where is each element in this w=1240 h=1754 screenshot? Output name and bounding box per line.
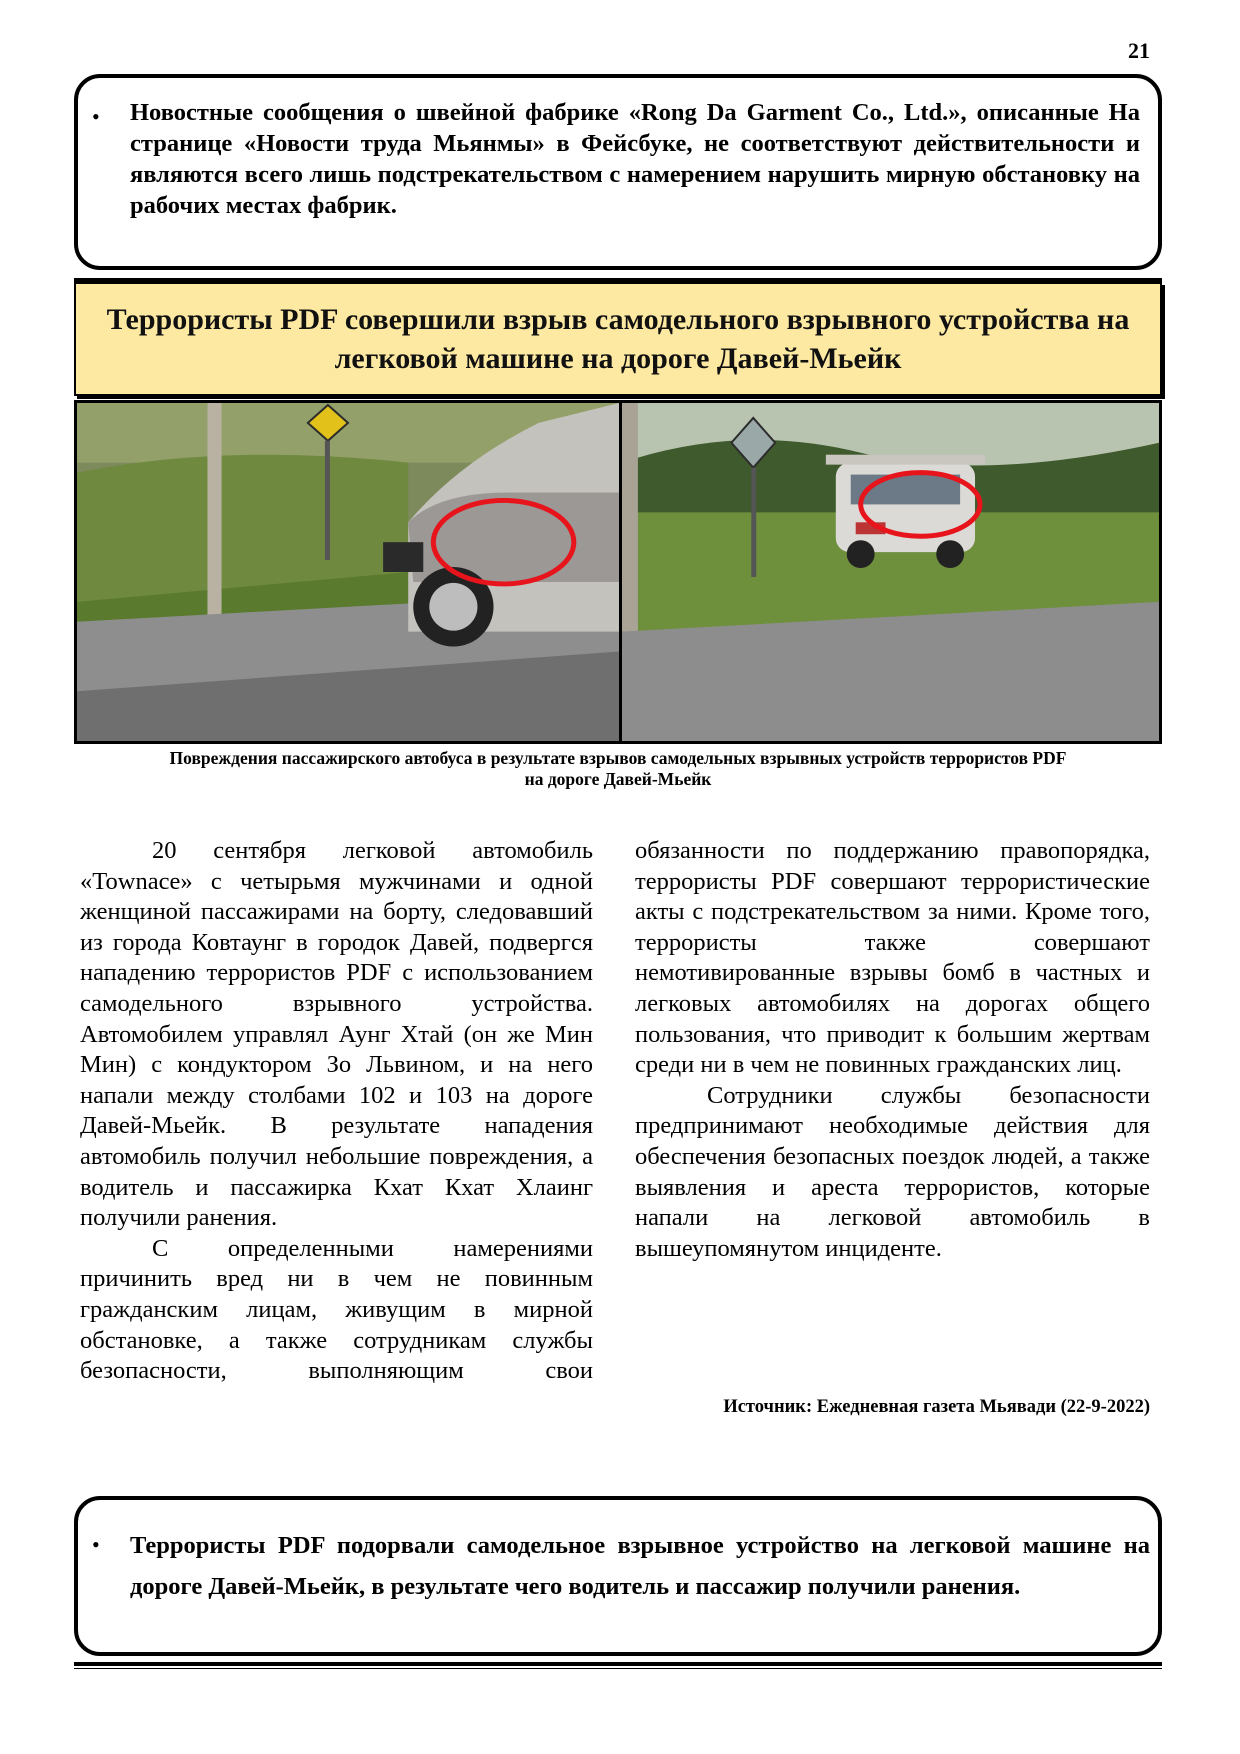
article-column-left [80,836,593,1387]
bottom-notice-text: Террористы PDF подорвали самодельное взрывное устройство на легковой машине на дороге Давей-Мьейк, в результате чего водитель и пассажир получили ранения. [130,1532,1150,1600]
article-source: Источник: Ежедневная газета Мьявади (22-9-2022) [723,1397,1150,1417]
bullet-icon: • [92,104,100,129]
caption-line: на дороге Давей-Мьейк [524,769,712,789]
divider-rule [74,1662,1162,1666]
photo-caption [74,748,1162,790]
top-notice-box [74,74,1162,270]
divider-rule [74,1668,1162,1669]
photo-strip [74,400,1162,744]
headline: Террористы PDF совершили взрыв самодельного взрывного устройства на легковой машине на дороге Давей-Мьейк [106,303,1130,375]
bullet-icon: • [92,1532,100,1557]
article-paragraph: обязанности по поддержанию правопорядка, террористы PDF совершают террористические акты с подстрекательством за ними. Кроме того, террористы также совершают немотивированные взрывы бомб в частных и легковых автомобилях на дорогах общего пользования, что приводит к большим жертвам среди ни в чем не повинных гражданских лиц. [635,837,1150,1079]
van-roadside-photo [622,403,1159,741]
article-paragraph: Сотрудники службы безопасности предпринимают необходимые действия для обеспечения безопасных поездок людей, а также выявления и ареста террористов, которые напали на легковой автомобиль в вышеупомянутом инциденте. [635,1081,1150,1262]
top-notice-text: Новостные сообщения о швейной фабрике «Rong Da Garment Co., Ltd.», описанные На странице «Новости труда Мьянмы» в Фейсбуке, не соответствуют действительности и являются всего лишь подстрекательством с намерением нарушить мирную обстановку на рабочих местах фабрик. [130,99,1140,219]
page-number: 21 [1128,38,1150,63]
article-paragraph: С определенными намерениями причинить вред ни в чем не повинным гражданским лицам, живущим в мирной обстановке, а также сотрудникам службы безопасности, выполняющим свои [80,1234,593,1385]
bottom-notice-box [74,1496,1162,1656]
article-column-right [635,836,1150,1264]
caption-line: Повреждения пассажирского автобуса в результате взрывов самодельных взрывных устройств террористов PDF [169,748,1067,768]
headline-box [74,282,1162,396]
van-side-closeup-photo [77,403,622,741]
article-paragraph: 20 сентября легковой автомобиль «Townace» с четырьмя мужчинами и одной женщиной пассажирами на борту, следовавший из города Ковтаунг в городок Давей, подвергся нападению террористов PDF с использованием самодельного взрывного устройства. Автомобилем управлял Аунг Хтай (он же Мин Мин) с кондуктором Зо Львином, и на него напали между столбами 102 и 103 на дороге Давей-Мьейк. В результате нападения автомобиль получил небольшие повреждения, а водитель и пассажирка Кхат Кхат Хлаинг получили ранения. [80,837,593,1232]
